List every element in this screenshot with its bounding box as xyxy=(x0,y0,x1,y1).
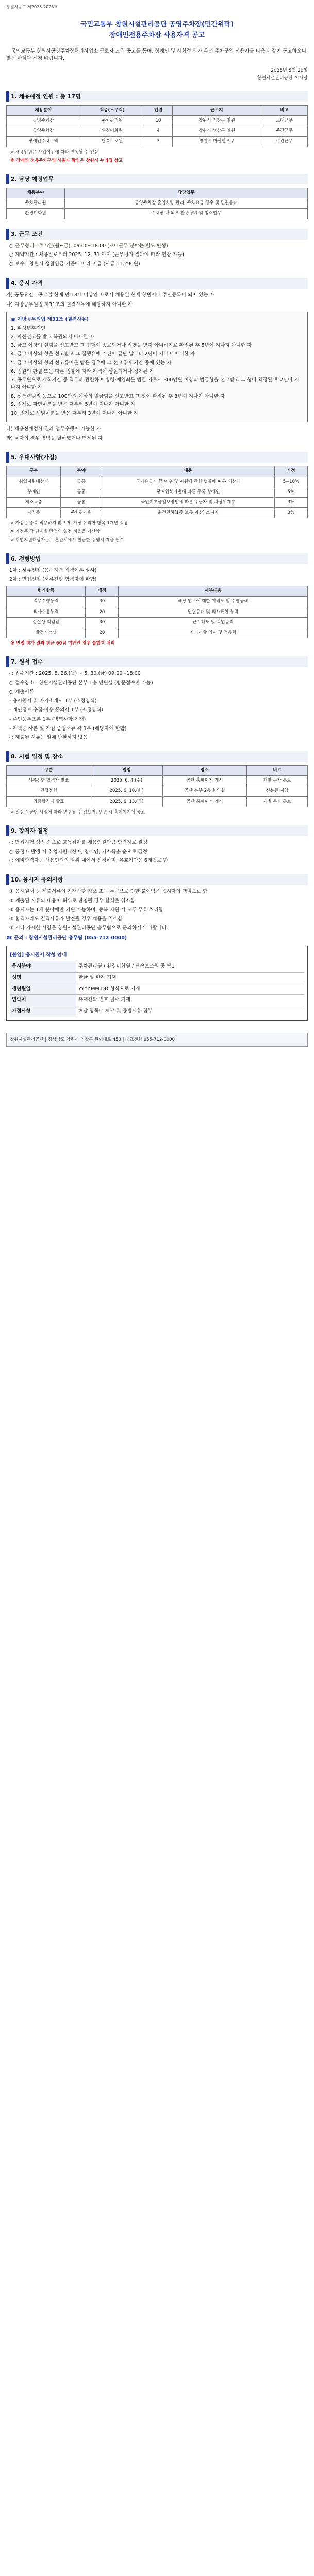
table-cell: 공영주차장 xyxy=(7,126,80,137)
table-row xyxy=(7,617,308,628)
work-conditions-list xyxy=(6,243,308,268)
table-cell: 20 xyxy=(86,607,119,617)
document-number: 창원시공고 제2025-2025호 xyxy=(6,5,58,9)
table-cell: 국민기초생활보장법에 따른 수급자 및 차상위계층 xyxy=(102,497,274,507)
list-item: ○ 동점자 발생 시 취업지원대상자, 장애인, 저소득층 순으로 결정 xyxy=(9,849,147,855)
table-cell: 주차관리원 xyxy=(61,508,102,518)
table-header-cell: 장소 xyxy=(162,766,246,776)
section-heading-3: 3. 근무 조건 xyxy=(6,229,308,240)
qualification-disqualify: 나) 지방공무원법 제31조의 결격사유에 해당하지 아니한 자 xyxy=(6,301,133,308)
table-header-cell: 일정 xyxy=(91,766,162,776)
list-item: ② 제출된 서류의 내용이 허위로 판명될 경우 합격을 취소함 xyxy=(9,897,135,904)
table-cell: 공단 본부 2층 회의실 xyxy=(162,786,246,796)
bonus-table xyxy=(6,466,308,518)
form-row xyxy=(10,961,304,973)
table-cell: 주차관리원 xyxy=(7,198,65,209)
table-header-cell: 담당업무 xyxy=(65,188,308,198)
list-item: 10. 징계로 해임처분을 받은 때부터 3년이 지나지 아니한 자 xyxy=(11,411,139,417)
list-item: ※ 취업지원대상자는 보훈관서에서 발급한 증명서 제출 필수 xyxy=(10,537,124,543)
document-page xyxy=(0,0,314,1057)
table-cell: 공단 홈페이지 게시 xyxy=(162,776,246,786)
list-item: ○ 계약기간 : 채용일로부터 2025. 12. 31.까지 (근무평가 결과에 따라 연장 가능) xyxy=(9,252,184,258)
table-cell: 교대근무 xyxy=(261,116,307,126)
list-item: ○ 근무형태 : 주 5일(월~금), 09:00~18:00 (교대근무 분야는 별도 편성) xyxy=(9,243,168,249)
table-header-cell: 비고 xyxy=(247,766,308,776)
list-item: 5. 금고 이상의 형의 선고유예를 받은 경우에 그 선고유예 기간 중에 있는 자 xyxy=(11,360,172,366)
table-cell: 근무태도 및 직업윤리 xyxy=(119,617,308,628)
box-title: ▣ 지방공무원법 제31조 (결격사유) xyxy=(11,317,89,323)
form-value: YYYY.MM.DD 형식으로 기재 xyxy=(78,986,140,992)
section-heading-8: 8. 시험 일정 및 장소 xyxy=(6,751,308,762)
table-cell: 의사소통능력 xyxy=(7,607,86,617)
table-header-cell: 구분 xyxy=(7,766,91,776)
table-header-cell: 직종(노무직) xyxy=(80,105,144,115)
list-item: 4. 금고 이상의 형을 선고받고 그 집행유예 기간이 끝난 날부터 2년이 지나지 아니한 자 xyxy=(11,351,195,358)
table-cell: 장애인주차구역 xyxy=(7,137,80,147)
list-item: ① 응시원서 등 제출서류의 기재사항 착오 또는 누락으로 인한 불이익은 응시자의 책임으로 함 xyxy=(9,889,208,895)
table-row xyxy=(7,116,308,126)
list-item: ④ 합격자라도 결격사유가 발견될 경우 채용을 취소함 xyxy=(9,916,123,922)
table-cell: 주간근무 xyxy=(261,126,307,137)
issuer-name: 창원시설관리공단 이사장 xyxy=(257,75,308,81)
schedule-table xyxy=(6,765,308,807)
table-row xyxy=(7,126,308,137)
list-item: ○ 접수장소 : 창원시설관리공단 본부 1층 민원실 (방문접수만 가능) xyxy=(9,680,153,686)
list-item: 7. 공무원으로 재직기간 중 직무와 관련하여 횡령·배임죄를 범한 자로서 300만원 이상의 벌금형을 선고받고 그 형이 확정된 후 2년이 지나지 아니한 자 xyxy=(11,377,299,391)
table-cell: 30 xyxy=(86,617,119,628)
list-item: ⑤ 기타 자세한 사항은 창원시설관리공단 총무팀으로 문의하시기 바랍니다. xyxy=(9,925,168,931)
table-body xyxy=(7,116,308,147)
table-row xyxy=(7,198,308,209)
pass-decision-list xyxy=(6,839,308,865)
table-header-cell: 가점 xyxy=(274,466,307,477)
intro-paragraph: 국민교통부 창원시공영주차장관리사업소 근로자 모집 공고를 통해, 장애인 및 사회적 약자 우선 주차구역 사용자를 다음과 같이 공고하오니, 많은 관심과 신청 바랍니다. xyxy=(6,48,308,62)
table-cell: 2025. 6. 13.(금) xyxy=(91,796,162,807)
table-cell: 해당 업무에 대한 이해도 및 수행능력 xyxy=(119,597,308,607)
table-cell: 장애인 xyxy=(7,487,61,497)
table-header-row xyxy=(7,586,308,597)
table-cell: 개별 문자 통보 xyxy=(247,776,308,786)
qualification-health: 다) 채용신체검사 결과 업무수행이 가능한 자 xyxy=(6,426,101,432)
note: ※ 채용인원은 사업여건에 따라 변동될 수 있음 xyxy=(10,149,99,155)
table-cell: 공통 xyxy=(61,497,102,507)
table-cell: 10 xyxy=(144,116,173,126)
table-row xyxy=(7,607,308,617)
qualification-military: 라) 남자의 경우 병역을 필하였거나 면제된 자 xyxy=(6,435,103,442)
table-header-cell: 근무지 xyxy=(172,105,261,115)
disqualification-box xyxy=(6,312,308,422)
list-item: ③ 응시자는 1개 분야에만 지원 가능하며, 중복 지원 시 모두 무효 처리함 xyxy=(9,907,163,913)
table-header-row xyxy=(7,188,308,198)
section-heading-6: 6. 전형방법 xyxy=(6,553,308,564)
table-cell: 개별 문자 통보 xyxy=(247,796,308,807)
table-cell: 30 xyxy=(86,597,119,607)
table-cell: 3% xyxy=(274,497,307,507)
form-row xyxy=(10,984,304,995)
table-body xyxy=(7,597,308,638)
list-item: 2. 파산선고를 받고 복권되지 아니한 자 xyxy=(11,334,94,340)
table-cell: 신분증 지참 xyxy=(247,786,308,796)
issue-date: 2025년 5월 20일 xyxy=(271,68,308,74)
form-label: 성명 xyxy=(10,973,76,984)
list-item: ※ 가점은 중복 적용하지 않으며, 가장 유리한 항목 1개만 적용 xyxy=(10,521,128,527)
note: ※ 일정은 공단 사정에 따라 변경될 수 있으며, 변경 시 홈페이지에 공고 xyxy=(10,809,145,815)
table-header-cell: 비고 xyxy=(261,105,307,115)
table-cell: 서류전형 합격자 발표 xyxy=(7,776,91,786)
list-item: 2차 : 면접전형 (서류전형 합격자에 한함) xyxy=(9,577,97,583)
table-row xyxy=(7,487,308,497)
note-highlight: ※ 장애인 전용주차구역 사용자 확인은 창원시 누리집 참고 xyxy=(10,158,123,163)
table-row xyxy=(7,137,308,147)
contact-info: ☎ 문의 : 창원시설관리공단 총무팀 (055-712-0000) xyxy=(6,935,127,941)
list-item: ○ 예비합격자는 채용인원의 범위 내에서 선정하며, 유효기간은 6개월로 함 xyxy=(9,858,168,864)
table-cell: 주차관리원 xyxy=(80,116,144,126)
table-cell: 민원응대 및 의사표현 능력 xyxy=(119,607,308,617)
application-form-guide xyxy=(6,946,308,1020)
table-header-cell: 채용분야 xyxy=(7,105,80,115)
table-cell: 자기개발 의지 및 적응력 xyxy=(119,628,308,638)
list-item: 6. 법원의 판결 또는 다른 법률에 따라 자격이 상실되거나 정지된 자 xyxy=(11,368,154,375)
disqualification-list xyxy=(11,325,303,418)
table-cell: 환경미화원 xyxy=(80,126,144,137)
form-row xyxy=(10,973,304,984)
form-rows xyxy=(10,961,304,1017)
list-item: 3. 금고 이상의 실형을 선고받고 그 집행이 종료되거나 집행을 받지 아니하기로 확정된 후 5년이 지나지 아니한 자 xyxy=(11,343,252,349)
table-cell: 저소득층 xyxy=(7,497,61,507)
table-header-cell: 배점 xyxy=(86,586,119,597)
table-cell: 장애인복지법에 따른 등록 장애인 xyxy=(102,487,274,497)
section-heading-9: 9. 합격자 결정 xyxy=(6,825,308,836)
list-item: - 개인정보 수집·이용 동의서 1부 (소정양식) xyxy=(9,707,103,714)
list-item: - 자격증 사본 및 가점 증빙서류 각 1부 (해당자에 한함) xyxy=(9,725,127,732)
table-header-row xyxy=(7,105,308,115)
footer: 창원시설관리공단 | 경상남도 창원시 의창구 원이대로 450 | 대표전화 055-712-0000 xyxy=(6,1033,308,1047)
bonus-notes xyxy=(6,520,308,544)
duty-table xyxy=(6,188,308,219)
table-cell: 자격증 xyxy=(7,508,61,518)
interview-table xyxy=(6,586,308,638)
section-heading-7: 7. 원서 접수 xyxy=(6,656,308,667)
list-item: 1차 : 서류전형 (응시자격 적격여부 심사) xyxy=(9,567,97,573)
note-highlight: ※ 면접 평가 결과 평균 60점 미만인 경우 불합격 처리 xyxy=(10,641,115,647)
table-header-row xyxy=(7,466,308,477)
table-cell: 국가유공자 등 예우 및 지원에 관한 법률에 따른 대상자 xyxy=(102,477,274,487)
table-cell: 성실성·책임감 xyxy=(7,617,86,628)
form-label: 응시분야 xyxy=(10,961,76,972)
list-item: ○ 면접시험 성적 순으로 고득점자를 채용인원만큼 합격자로 결정 xyxy=(9,839,148,845)
table-row xyxy=(7,477,308,487)
table-header-cell: 내용 xyxy=(102,466,274,477)
table-cell: 5~10% xyxy=(274,477,307,487)
list-item: 9. 징계로 파면처분을 받은 때부터 5년이 지나지 아니한 자 xyxy=(11,402,136,408)
table-cell: 3 xyxy=(144,137,173,147)
section-heading-4: 4. 응시 자격 xyxy=(6,278,308,289)
section-heading-5: 5. 우대사항(가점) xyxy=(6,452,308,463)
list-item: ○ 접수기간 : 2025. 5. 26.(월) ~ 5. 30.(금) 09:00~18:00 xyxy=(9,671,141,677)
selection-steps xyxy=(6,567,308,584)
table-header-row xyxy=(7,766,308,776)
table-cell: 최종합격자 발표 xyxy=(7,796,91,807)
table-cell: 창원시 의창구 일원 xyxy=(172,116,261,126)
form-value: 해당 항목에 체크 및 증빙서류 첨부 xyxy=(78,1008,153,1014)
table-body xyxy=(7,198,308,219)
title-line-2: 장애인전용주차장 사용자격 공고 xyxy=(109,31,205,39)
qualification-common: 가) 공통요건 : 공고일 현재 만 18세 이상인 자로서 채용일 현재 창원시에 주민등록이 되어 있는 자 xyxy=(6,292,214,298)
form-value: 휴대전화 번호 필수 기재 xyxy=(78,997,130,1003)
section-heading-2: 2. 담당 예정업무 xyxy=(6,174,308,184)
table-cell: 20 xyxy=(86,628,119,638)
form-label: 연락처 xyxy=(10,995,76,1006)
table-cell: 환경미화원 xyxy=(7,209,65,219)
table-cell: 공영주차장 출입차량 관리, 주차요금 징수 및 민원응대 xyxy=(65,198,308,209)
table-cell: 창원시 성산구 일원 xyxy=(172,126,261,137)
application-list xyxy=(6,670,308,742)
list-item: 1. 피성년후견인 xyxy=(11,325,46,331)
table-cell: 발전가능성 xyxy=(7,628,86,638)
recruit-table xyxy=(6,105,308,147)
section-heading-10: 10. 응시자 유의사항 xyxy=(6,874,308,885)
table-header-cell: 채용분야 xyxy=(7,188,65,198)
table-row xyxy=(7,508,308,518)
table-cell: 면접전형 xyxy=(7,786,91,796)
caution-list xyxy=(6,888,308,933)
table-cell: 주간근무 xyxy=(261,137,307,147)
table-row xyxy=(7,796,308,807)
table-row xyxy=(7,497,308,507)
table-cell: 운전면허(1종 보통 이상) 소지자 xyxy=(102,508,274,518)
table-header-cell: 분야 xyxy=(61,466,102,477)
form-value: 한글 및 한자 기재 xyxy=(78,974,117,980)
table-cell: 단속보조원 xyxy=(80,137,144,147)
document-title xyxy=(6,20,308,40)
form-row xyxy=(10,1006,304,1017)
table-cell: 2025. 6. 10.(화) xyxy=(91,786,162,796)
list-item: ○ 제출된 서류는 일체 반환하지 않음 xyxy=(9,735,88,741)
table-cell: 5% xyxy=(274,487,307,497)
section-heading-1: 1. 채용예정 인원 : 총 17명 xyxy=(6,91,308,102)
table-cell: 4 xyxy=(144,126,173,137)
table-row xyxy=(7,597,308,607)
title-line-1: 국민교통부 창원시설관리공단 공영주차장(민간위탁) xyxy=(80,21,234,29)
form-row xyxy=(10,995,304,1006)
form-label: 생년월일 xyxy=(10,984,76,995)
table-cell: 창원시 마산합포구 xyxy=(172,137,261,147)
list-item: ○ 제출서류 xyxy=(9,689,35,695)
form-label: 가점사항 xyxy=(10,1006,76,1017)
table-cell: 3% xyxy=(274,508,307,518)
table-cell: 2025. 6. 4.(수) xyxy=(91,776,162,786)
list-item: 8. 성폭력범죄 등으로 100만원 이상의 벌금형을 선고받고 그 형이 확정된 후 3년이 지나지 아니한 자 xyxy=(11,393,225,399)
list-item: ○ 보수 : 창원시 생활임금 기준에 따라 지급 (시급 11,290원) xyxy=(9,261,140,267)
table-cell: 공단 홈페이지 게시 xyxy=(162,796,246,807)
list-item: ※ 가점은 각 단계별 만점의 일정 비율을 가산함 xyxy=(10,529,100,535)
table-header-cell: 구분 xyxy=(7,466,61,477)
table-cell: 공영주차장 xyxy=(7,116,80,126)
table-cell: 공통 xyxy=(61,477,102,487)
table-body xyxy=(7,477,308,518)
table-cell: 직무수행능력 xyxy=(7,597,86,607)
list-item: - 응시원서 및 자기소개서 1부 (소정양식) xyxy=(9,698,97,704)
table-header-cell: 세부내용 xyxy=(119,586,308,597)
list-item: - 주민등록초본 1부 (병역사항 기재) xyxy=(9,716,86,722)
table-row xyxy=(7,209,308,219)
form-value: 주차관리원 / 환경미화원 / 단속보조원 중 택1 xyxy=(78,963,175,970)
table-body xyxy=(7,776,308,807)
table-row xyxy=(7,786,308,796)
form-title: [붙임] 응시원서 작성 안내 xyxy=(10,952,67,958)
table-row xyxy=(7,628,308,638)
table-cell: 주차장 내·외부 환경정비 및 청소업무 xyxy=(65,209,308,219)
table-header-cell: 평가항목 xyxy=(7,586,86,597)
table-cell: 공통 xyxy=(61,487,102,497)
issue-date-block xyxy=(6,67,308,82)
table-row xyxy=(7,776,308,786)
table-cell: 취업지원대상자 xyxy=(7,477,61,487)
table-header-cell: 인원 xyxy=(144,105,173,115)
